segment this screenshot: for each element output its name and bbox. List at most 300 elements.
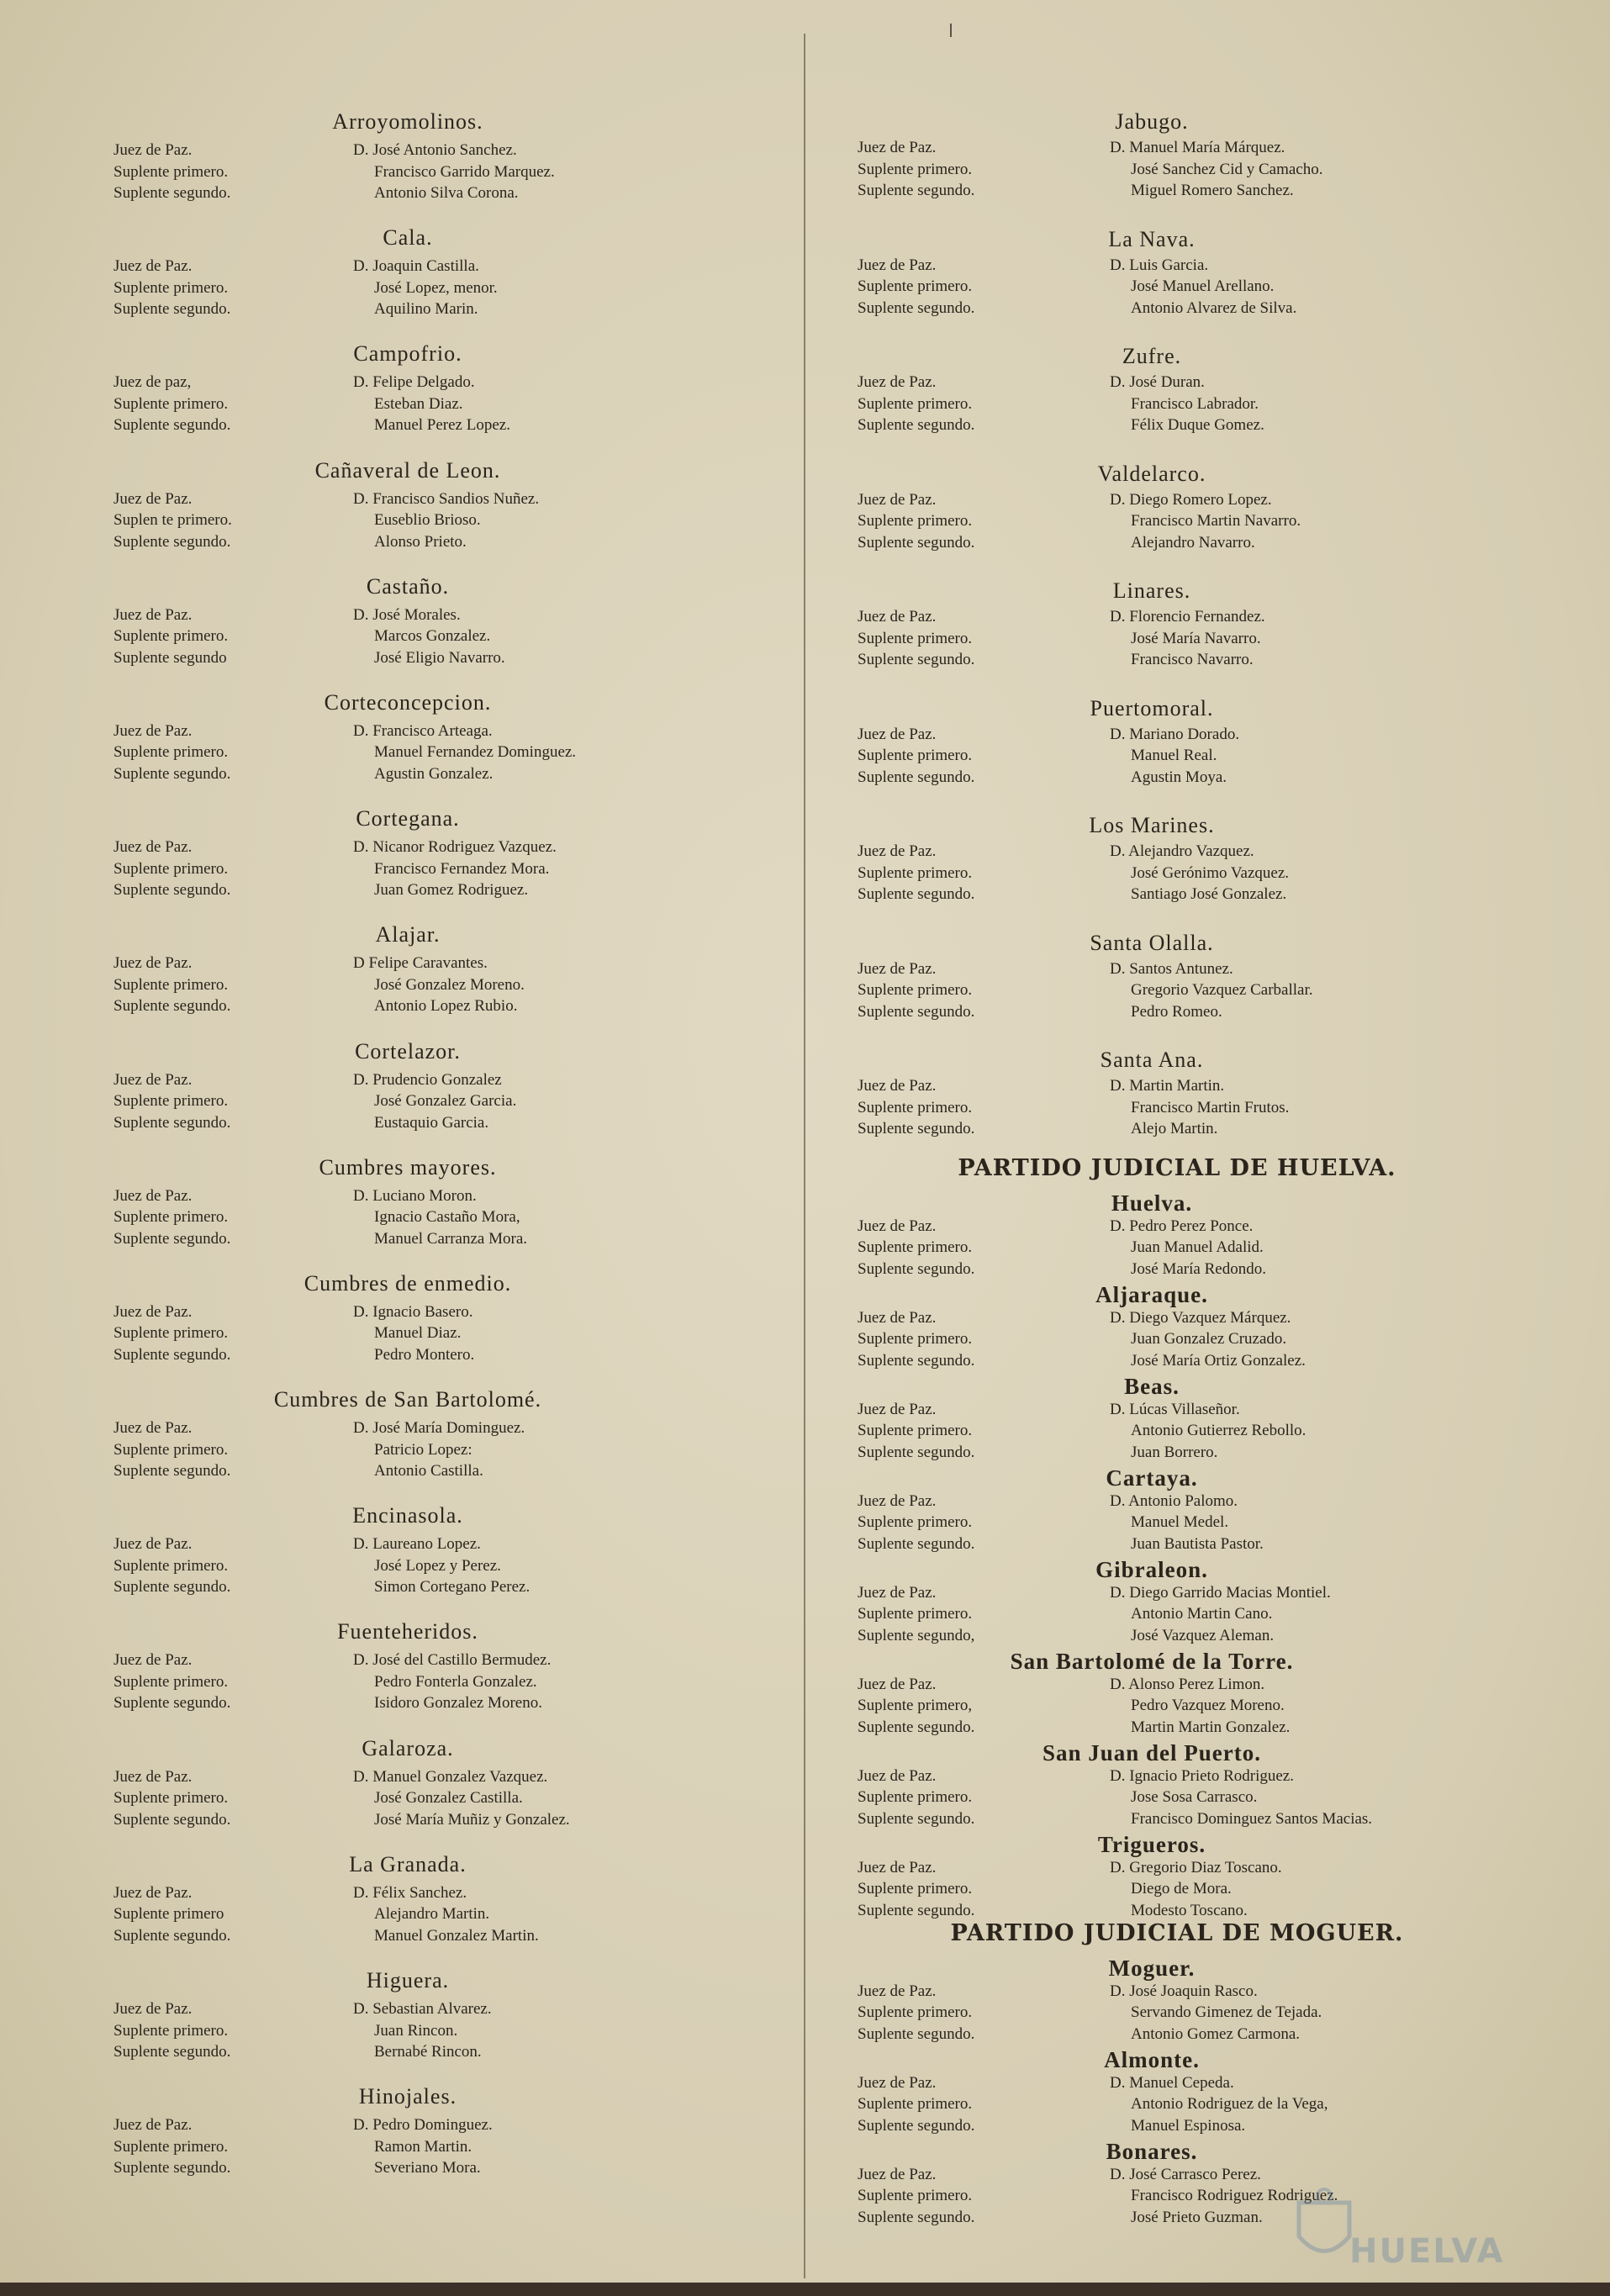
role-label: Suplente segundo.	[113, 532, 231, 551]
role-label: Juez de Paz.	[858, 1982, 937, 2000]
official-row	[113, 627, 769, 649]
role-label: Suplente segundo.	[113, 1229, 231, 1248]
official-row	[858, 1309, 1513, 1331]
official-name: José Gonzalez Castilla.	[374, 1789, 523, 1808]
official-row	[858, 1120, 1513, 1142]
official-row	[113, 1419, 769, 1441]
official-name: Pedro Fonterla Gonzalez.	[374, 1672, 537, 1691]
role-label: Juez de Paz.	[858, 1583, 937, 1602]
role-label: Suplente primero.	[113, 394, 229, 413]
official-list	[113, 838, 769, 903]
official-name: Francisco Navarro.	[1131, 651, 1254, 668]
official-name: D. Alonso Perez Limon.	[1110, 1675, 1265, 1693]
town-name: Bonares.	[1106, 2138, 1198, 2164]
role-label: Suplente primero.	[858, 2095, 973, 2113]
town-block	[113, 1726, 769, 1842]
official-name: Francisco Dominguez Santos Macias.	[1131, 1809, 1373, 1828]
town-block	[113, 448, 769, 564]
role-label: Suplente segundo.	[113, 764, 231, 783]
official-list	[113, 1884, 769, 1949]
official-name: D. Diego Romero Lopez.	[1110, 490, 1272, 509]
official-row	[858, 2095, 1513, 2117]
town-block	[858, 99, 1522, 217]
role-label: Juez de Paz.	[858, 2073, 937, 2092]
role-label: Juez de Paz.	[113, 141, 193, 159]
role-label: Suplente primero.	[858, 863, 973, 882]
role-label: Suplente segundo.	[113, 997, 231, 1016]
official-row	[113, 765, 769, 787]
official-row	[858, 1422, 1513, 1444]
official-row	[113, 2138, 769, 2160]
official-list	[113, 606, 769, 671]
official-list	[113, 141, 769, 206]
official-row	[113, 1673, 769, 1695]
town-block	[113, 796, 769, 912]
official-row	[858, 373, 1513, 395]
official-name: Bernabé Rincon.	[374, 2043, 482, 2061]
official-row	[113, 743, 769, 765]
role-label: Suplente primero.	[858, 160, 973, 178]
town-block	[858, 803, 1522, 921]
role-label: Juez de Paz.	[858, 1217, 937, 1235]
role-label: Juez de Paz.	[113, 489, 193, 508]
role-label: Suplente segundo.	[113, 2043, 231, 2061]
role-label: Juez de Paz.	[858, 608, 937, 625]
town-name: Los Marines.	[1089, 813, 1215, 837]
official-name: D. Ignacio Basero.	[353, 1302, 473, 1321]
official-row	[858, 1077, 1513, 1099]
official-row	[113, 163, 769, 185]
official-row	[858, 747, 1513, 768]
role-label: Juez de paz,	[113, 373, 192, 392]
official-row	[858, 1513, 1513, 1535]
role-label: Suplente primero,	[858, 1697, 973, 1714]
official-name: Esteban Diaz.	[374, 394, 463, 413]
right-column	[858, 99, 1522, 2227]
role-label: Juez de Paz.	[113, 605, 193, 624]
role-label: Suplente segundo.	[858, 768, 975, 786]
official-row	[113, 1092, 769, 1114]
official-row	[113, 722, 769, 744]
role-label: Juez de Paz.	[858, 1491, 937, 1510]
official-name: D. José Antonio Sanchez.	[353, 141, 517, 159]
official-name: Miguel Romero Sanchez.	[1131, 182, 1294, 199]
official-row	[858, 512, 1513, 534]
official-name: D. Luis Garcia.	[1110, 256, 1209, 274]
official-list	[858, 960, 1513, 1025]
town-name: Zufre.	[1122, 344, 1182, 368]
official-row	[113, 1346, 769, 1368]
official-row	[113, 1187, 769, 1209]
town-name: Linares.	[1112, 578, 1191, 603]
role-label: Suplente primero.	[113, 743, 229, 762]
role-label: Suplente primero.	[113, 1789, 229, 1808]
town-name: Castaño.	[366, 573, 450, 599]
official-name: D. Florencio Fernandez.	[1110, 608, 1265, 625]
official-name: Antonio Rodriguez de la Vega,	[1131, 2095, 1328, 2113]
official-row	[858, 277, 1513, 299]
official-name: Manuel Carranza Mora.	[374, 1229, 528, 1248]
official-list	[113, 722, 769, 787]
town-block	[858, 1370, 1522, 1462]
official-name: D. Luciano Moron.	[353, 1186, 477, 1205]
official-name: Servando Gimenez de Tejada.	[1131, 2003, 1322, 2021]
role-label: Suplente primero.	[858, 1788, 973, 1806]
official-row	[858, 1003, 1513, 1025]
official-name: José Lopez y Perez.	[374, 1556, 501, 1575]
official-name: José Lopez, menor.	[374, 278, 498, 297]
town-block	[113, 1377, 769, 1493]
official-name: Martin Martin Gonzalez.	[1131, 1718, 1291, 1736]
official-name: D. Laureano Lopez.	[353, 1535, 481, 1554]
role-label: Juez de Paz.	[858, 959, 937, 978]
official-list	[113, 2000, 769, 2065]
official-name: Manuel Perez Lopez.	[374, 416, 510, 435]
town-name: Cumbres de San Bartolomé.	[273, 1387, 542, 1412]
official-row	[113, 1208, 769, 1230]
role-label: Suplente primero.	[858, 277, 973, 295]
official-row	[113, 1230, 769, 1252]
role-label: Suplente segundo.	[858, 182, 975, 199]
official-list	[858, 608, 1513, 673]
official-name: Antonio Alvarez de Silva.	[1131, 298, 1297, 317]
official-list	[113, 1303, 769, 1368]
official-row	[858, 960, 1513, 982]
official-row	[113, 2000, 769, 2022]
official-row	[858, 630, 1513, 652]
official-row	[113, 490, 769, 512]
role-label: Juez de Paz.	[113, 1070, 193, 1089]
official-row	[113, 1789, 769, 1811]
role-label: Juez de Paz.	[858, 842, 937, 860]
official-name: Antonio Martin Cano.	[1131, 1605, 1273, 1623]
official-list	[858, 1217, 1513, 1282]
role-label: Suplente segundo.	[858, 1259, 975, 1278]
town-name: Cortegana.	[356, 806, 460, 831]
official-list	[858, 1401, 1513, 1465]
official-row	[858, 608, 1513, 630]
official-name: Pedro Romeo.	[1131, 1002, 1222, 1021]
official-row	[858, 491, 1513, 513]
role-label: Suplente segundo.	[858, 1443, 975, 1461]
town-block	[858, 1737, 1522, 1829]
official-row	[113, 1694, 769, 1716]
stamp-label: HUELVA	[1349, 2232, 1505, 2271]
town-name: Campofrio.	[353, 341, 462, 367]
official-row	[113, 1651, 769, 1673]
official-name: Francisco Martin Frutos.	[1131, 1098, 1290, 1116]
role-label: Suplente segundo.	[113, 184, 231, 202]
role-label: Juez de Paz.	[113, 954, 193, 973]
role-label: Suplente segundo.	[858, 298, 975, 317]
role-label: Suplente primero.	[858, 629, 973, 647]
town-name: San Bartolomé de la Torre.	[1010, 1648, 1294, 1674]
role-label: Juez de Paz.	[858, 139, 937, 156]
official-row	[113, 1768, 769, 1790]
role-label: Juez de Paz.	[858, 1766, 937, 1785]
official-row	[113, 279, 769, 301]
official-name: Agustin Gonzalez.	[374, 764, 494, 783]
official-name: Francisco Martin Navarro.	[1131, 512, 1301, 530]
role-label: Suplente primero.	[858, 1098, 973, 1116]
official-name: Alejandro Martin.	[374, 1905, 490, 1924]
role-label: Suplente segundo.	[113, 1345, 231, 1364]
official-row	[858, 768, 1513, 790]
official-row	[858, 1330, 1513, 1352]
official-row	[113, 606, 769, 628]
official-name: D. Diego Garrido Macias Montiel.	[1110, 1583, 1331, 1602]
role-label: Juez de Paz.	[113, 1883, 193, 1902]
role-label: Juez de Paz.	[858, 1308, 937, 1327]
official-row	[113, 416, 769, 438]
official-name: Francisco Labrador.	[1131, 394, 1259, 413]
official-name: Juan Bautista Pastor.	[1131, 1534, 1264, 1553]
role-label: Suplente segundo.	[858, 2024, 975, 2043]
role-label: Suplente segundo.	[858, 1351, 975, 1370]
role-label: Suplente primero.	[858, 394, 973, 413]
official-row	[858, 1676, 1513, 1697]
town-name: Galaroza.	[362, 1735, 454, 1760]
official-name: Agustin Moya.	[1131, 768, 1227, 786]
official-name: Isidoro Gonzalez Moreno.	[374, 1694, 542, 1713]
official-row	[113, 860, 769, 882]
official-row	[858, 1401, 1513, 1422]
official-row	[113, 1071, 769, 1093]
official-list	[113, 257, 769, 322]
role-label: Suplente primero.	[858, 1238, 973, 1256]
official-name: D. Prudencio Gonzalez	[353, 1070, 502, 1089]
official-list	[858, 373, 1513, 438]
official-name: Antonio Lopez Rubio.	[374, 997, 518, 1016]
official-row	[113, 1578, 769, 1600]
official-name: D. Mariano Dorado.	[1110, 725, 1240, 743]
role-label: Suplente primero.	[113, 1208, 229, 1227]
official-list	[858, 1077, 1513, 1142]
official-list	[858, 1859, 1513, 1924]
page-edge	[0, 2283, 1610, 2296]
role-label: Suplente segundo.	[113, 1926, 231, 1945]
official-name: Pedro Montero.	[374, 1345, 475, 1364]
town-block	[113, 680, 769, 796]
role-label: Suplente primero.	[113, 1324, 229, 1343]
official-row	[858, 395, 1513, 417]
official-name: Juan Rincon.	[374, 2021, 458, 2040]
role-label: Suplente primero.	[113, 2137, 229, 2156]
role-label: Juez de Paz.	[113, 1535, 193, 1554]
official-row	[113, 649, 769, 671]
official-row	[858, 1788, 1513, 1810]
role-label: Suplente segundo.	[858, 651, 975, 668]
town-block	[858, 1279, 1522, 1370]
official-name: José Prieto Guzman.	[1131, 2208, 1263, 2226]
role-label: Suplente segundo.	[113, 1810, 231, 1829]
role-label: Suplente segundo.	[858, 2208, 975, 2226]
role-label: Suplente segundo.	[113, 1578, 231, 1597]
official-row	[858, 981, 1513, 1003]
town-block	[858, 1037, 1522, 1155]
town-block	[858, 1187, 1522, 1279]
official-row	[858, 534, 1513, 556]
official-name: José María Muñiz y Gonzalez.	[374, 1810, 570, 1829]
town-block	[858, 921, 1522, 1038]
role-label: Suplente primero.	[858, 1605, 973, 1623]
official-name: D. Martin Martin.	[1110, 1077, 1225, 1095]
town-name: Huelva.	[1111, 1190, 1193, 1216]
role-label: Suplente segundo.	[113, 1694, 231, 1713]
role-label: Juez de Paz.	[858, 725, 937, 743]
town-block	[113, 99, 769, 215]
official-row	[113, 300, 769, 322]
official-row	[113, 533, 769, 555]
town-name: Cumbres mayores.	[319, 1154, 497, 1180]
town-name: Hinojales.	[358, 2084, 457, 2109]
town-block	[858, 1554, 1522, 1645]
official-name: D. Félix Sanchez.	[353, 1883, 467, 1902]
town-name: Higuera.	[366, 1968, 450, 1993]
official-row	[858, 2003, 1513, 2025]
role-label: Suplente segundo.	[858, 1718, 975, 1736]
official-row	[858, 1492, 1513, 1514]
official-list	[113, 1187, 769, 1252]
official-name: Aquilino Marin.	[374, 300, 478, 319]
official-row	[858, 1238, 1513, 1260]
official-name: Manuel Espinosa.	[1131, 2116, 1246, 2135]
town-name: Cala.	[383, 225, 433, 251]
role-label: Suplen te primero.	[113, 511, 232, 530]
town-block	[113, 1842, 769, 1958]
official-name: Antonio Castilla.	[374, 1462, 483, 1481]
official-name: Simon Cortegano Perez.	[374, 1578, 531, 1597]
official-name: D. Sebastian Alvarez.	[353, 2000, 492, 2018]
official-row	[858, 864, 1513, 886]
official-row	[113, 1441, 769, 1463]
official-list	[858, 1982, 1513, 2047]
town-block	[113, 1261, 769, 1377]
town-name: Cartaya.	[1106, 1465, 1198, 1491]
official-row	[113, 1462, 769, 1484]
official-row	[113, 184, 769, 206]
town-block	[113, 1958, 769, 2074]
official-name: D. José Duran.	[1110, 373, 1205, 391]
official-row	[113, 997, 769, 1019]
role-label: Suplente primero.	[113, 1672, 229, 1691]
role-label: Suplente primero.	[113, 2021, 229, 2040]
town-block	[858, 568, 1522, 686]
role-label: Suplente primero.	[113, 278, 229, 297]
official-list	[858, 842, 1513, 907]
town-block	[113, 1145, 769, 1261]
official-row	[113, 2116, 769, 2138]
official-row	[858, 1697, 1513, 1718]
official-name: D. Manuel Cepeda.	[1110, 2073, 1234, 2092]
role-label: Suplente primero.	[113, 1440, 229, 1459]
official-name: Eustaquio Garcia.	[374, 1113, 489, 1132]
official-row	[113, 1557, 769, 1579]
official-name: José Gerónimo Vazquez.	[1131, 863, 1290, 882]
official-list	[113, 1651, 769, 1716]
partido-heading: PARTIDO JUDICIAL DE MOGUER.	[950, 1919, 1404, 1946]
role-label: Suplente primero.	[113, 162, 229, 181]
official-name: Juan Manuel Adalid.	[1131, 1238, 1264, 1256]
town-name: Moguer.	[1108, 1955, 1196, 1981]
official-row	[113, 511, 769, 533]
role-label: Suplente segundo.	[858, 1901, 975, 1919]
official-name: José María Navarro.	[1131, 629, 1261, 647]
official-name: D. Diego Vazquez Márquez.	[1110, 1308, 1291, 1327]
official-row	[858, 842, 1513, 864]
official-row	[858, 416, 1513, 438]
role-label: Juez de Paz.	[113, 1651, 193, 1670]
role-label: Juez de Paz.	[858, 373, 937, 391]
official-name: Juan Gomez Rodriguez.	[374, 881, 529, 900]
town-name: Arroyomolinos.	[332, 109, 483, 134]
role-label: Suplente primero.	[113, 1092, 229, 1110]
official-list	[858, 139, 1513, 203]
town-block	[113, 2074, 769, 2190]
official-row	[113, 2022, 769, 2044]
official-name: Diego de Mora.	[1131, 1880, 1232, 1897]
official-name: Pedro Vazquez Moreno.	[1131, 1697, 1285, 1714]
official-row	[858, 1982, 1513, 2004]
official-name: Severiano Mora.	[374, 2159, 481, 2177]
role-label: Juez de Paz.	[113, 1419, 193, 1438]
town-block	[858, 334, 1522, 451]
town-block	[113, 1609, 769, 1725]
official-list	[113, 373, 769, 438]
town-name: Cañaveral de Leon.	[314, 457, 501, 483]
official-name: José María Redondo.	[1131, 1259, 1266, 1278]
town-name: Jabugo.	[1115, 109, 1189, 134]
official-row	[113, 1303, 769, 1325]
role-label: Juez de Paz.	[858, 1400, 937, 1418]
official-row	[858, 139, 1513, 161]
crest-icon	[1291, 2186, 1358, 2270]
official-name: Santiago José Gonzalez.	[1131, 885, 1287, 903]
official-name: Francisco Rodriguez Rodriguez.	[1131, 2187, 1338, 2204]
official-name: D. Gregorio Diaz Toscano.	[1110, 1858, 1282, 1876]
role-label: Suplente primero.	[858, 512, 973, 530]
town-name: Gibraleon.	[1095, 1556, 1208, 1582]
official-name: D Felipe Caravantes.	[353, 954, 488, 973]
official-name: D. Manuel María Márquez.	[1110, 139, 1285, 156]
official-list	[858, 491, 1513, 556]
town-block	[113, 564, 769, 680]
official-name: D. José Morales.	[353, 605, 461, 624]
official-row	[858, 1767, 1513, 1789]
official-name: Alonso Prieto.	[374, 532, 467, 551]
official-row	[858, 1605, 1513, 1627]
official-name: D. Antonio Palomo.	[1110, 1491, 1238, 1510]
official-row	[858, 1859, 1513, 1881]
official-name: Antonio Silva Corona.	[374, 184, 519, 202]
role-label: Suplente segundo	[113, 648, 227, 667]
town-name: Encinasola.	[352, 1503, 463, 1528]
official-name: José María Ortiz Gonzalez.	[1131, 1351, 1306, 1370]
official-list	[113, 1535, 769, 1600]
official-row	[113, 373, 769, 395]
role-label: Suplente segundo.	[858, 1120, 975, 1137]
role-label: Suplente primero.	[858, 1330, 973, 1348]
official-name: D. José del Castillo Bermudez.	[353, 1651, 552, 1670]
official-name: Ignacio Castaño Mora,	[374, 1208, 520, 1227]
official-list	[113, 1768, 769, 1833]
role-label: Juez de Paz.	[113, 1302, 193, 1321]
role-label: Suplente primero.	[113, 975, 229, 994]
official-name: Ramon Martin.	[374, 2137, 472, 2156]
official-row	[113, 1535, 769, 1557]
official-name: Manuel Diaz.	[374, 1324, 462, 1343]
town-name: Santa Ana.	[1100, 1048, 1204, 1072]
